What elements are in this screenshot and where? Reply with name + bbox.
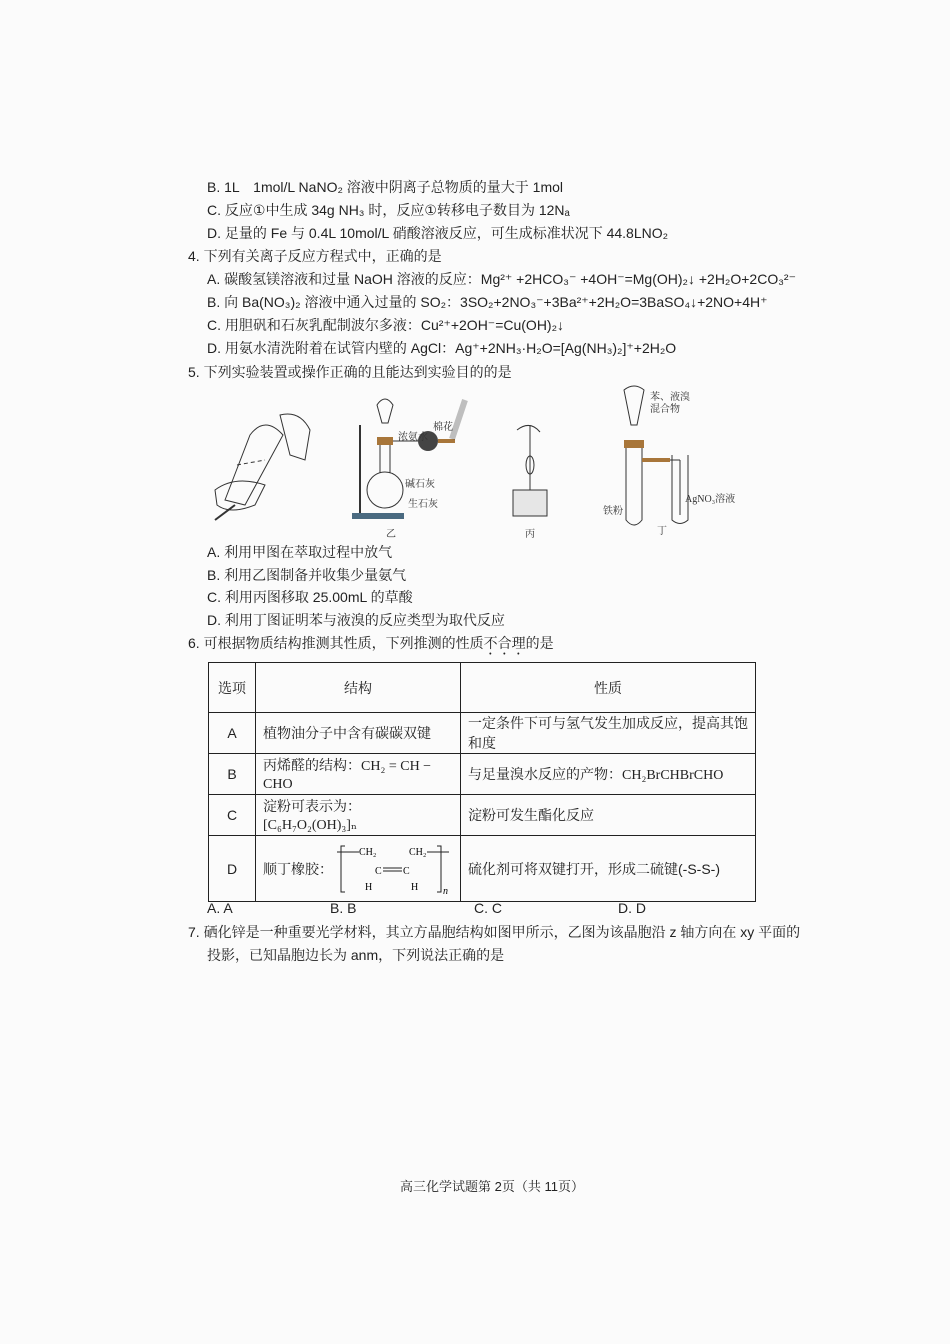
svg-text:H: H xyxy=(364,881,373,893)
label-mixture: 混合物 xyxy=(650,404,680,415)
table-header-row xyxy=(209,663,756,713)
row-option: C xyxy=(209,795,256,836)
table-row xyxy=(209,754,756,795)
figure-jia-separatory-funnel xyxy=(205,405,320,523)
header-property: 性质 xyxy=(461,663,756,713)
q6-answer-b: B. B xyxy=(330,900,357,916)
q3-option-c: C. 反应①中生成 34g NH₃ 时，反应①转移电子数目为 12Nₐ xyxy=(207,202,570,218)
q6-stem xyxy=(188,634,554,658)
svg-text:H: H xyxy=(410,881,419,893)
label-iron-powder: 铁粉 xyxy=(603,506,623,517)
q3-option-d: D. 足量的 Fe 与 0.4L 10mol/L 硝酸溶液反应，可生成标准状况下 44.8LNO₂ xyxy=(207,225,669,241)
structure-formula: CH₂ = CH − CHO xyxy=(263,759,432,792)
svg-text:CH₂: CH₂ xyxy=(358,846,377,858)
row-property: 一定条件下可与氢气发生加成反应，提高其饱和度 xyxy=(461,713,756,754)
property-text: 与足量溴水反应的产物： xyxy=(468,766,622,782)
row-option: A xyxy=(209,713,256,754)
q5-option-b: B. 利用乙图制备并收集少量氨气 xyxy=(207,567,407,583)
q5-option-a: A. 利用甲图在萃取过程中放气 xyxy=(207,544,393,560)
label-quicklime: 生石灰 xyxy=(408,499,438,510)
row-option: D xyxy=(209,836,256,902)
svg-text:CH₂: CH₂ xyxy=(408,846,427,858)
q5-option-d: D. 利用丁图证明苯与液溴的反应类型为取代反应 xyxy=(207,612,505,628)
figure-yi-caption: 乙 xyxy=(386,529,396,540)
structure-formula: [C₆H₇O₂(OH)₃]ₙ xyxy=(263,818,358,833)
row-property: 硫化剂可将双键打开，形成二硫键(-S-S-) xyxy=(461,836,756,902)
label-benzene-bromine: 苯、液溴 xyxy=(650,392,690,403)
label-soda-lime: 碱石灰 xyxy=(405,479,435,490)
label-cotton: 棉花 xyxy=(433,422,453,433)
header-structure: 结构 xyxy=(256,663,461,713)
row-property xyxy=(461,754,756,795)
q4-option-b: B. 向 Ba(NO₃)₂ 溶液中通入过量的 SO₂：3SO₂+2NO₃⁻+3Ba²⁺+2H₂O=3BaSO₄↓+2NO+4H⁺ xyxy=(207,294,768,310)
property-formula: CH₂BrCHBrCHO xyxy=(622,768,724,783)
svg-text:C: C xyxy=(374,865,382,877)
q4-option-a: A. 碳酸氢镁溶液和过量 NaOH 溶液的反应：Mg²⁺ +2HCO₃⁻ +4OH⁻=Mg(OH)₂↓ +2H₂O+2CO₃²⁻ xyxy=(207,271,796,287)
q6-stem-post: 的是 xyxy=(525,635,554,651)
q4-option-c: C. 用胆矾和石灰乳配制波尔多液：Cu²⁺+2OH⁻=Cu(OH)₂↓ xyxy=(207,317,565,333)
row-structure: 植物油分子中含有碳碳双键 xyxy=(256,713,461,754)
figure-bing-pipette xyxy=(505,420,555,520)
structure-text: 顺丁橡胶： xyxy=(263,860,333,877)
svg-text:C: C xyxy=(402,865,410,877)
label-conc-ammonia: 浓氨水 xyxy=(398,432,428,443)
row-structure xyxy=(256,795,461,836)
q6-answer-c: C. C xyxy=(474,900,502,916)
label-agno3-solution: AgNO₃溶液 xyxy=(685,494,736,505)
q6-table xyxy=(208,662,756,902)
q5-option-c: C. 利用丙图移取 25.00mL 的草酸 xyxy=(207,589,413,605)
q7-stem-line2: 投影，已知晶胞边长为 anm，下列说法正确的是 xyxy=(207,947,505,963)
page-footer: 高三化学试题第 2页（共 11页） xyxy=(400,1179,584,1194)
q5-stem: 5. 下列实验装置或操作正确的且能达到实验目的的是 xyxy=(188,364,512,380)
q6-answer-a: A. A xyxy=(207,900,233,916)
row-structure xyxy=(256,836,461,902)
q7-stem-line1: 7. 硒化锌是一种重要光学材料，其立方晶胞结构如图甲所示，乙图为该晶胞沿 z 轴方向在 xy 平面的 xyxy=(188,924,801,940)
svg-text:n: n xyxy=(442,885,448,897)
q3-option-b: B. 1L 1mol/L NaNO₂ 溶液中阴离子总物质的量大于 1mol xyxy=(207,179,564,195)
q4-option-d: D. 用氨水清洗附着在试管内壁的 AgCl：Ag⁺+2NH₃·H₂O=[Ag(NH₃)₂]⁺+2H₂O xyxy=(207,340,677,356)
table-row xyxy=(209,795,756,836)
structure-text: 丙烯醛的结构： xyxy=(263,757,361,773)
header-option: 选项 xyxy=(209,663,256,713)
q6-stem-pre: 6. 可根据物质结构推测其性质，下列推测的性质 xyxy=(188,635,484,651)
row-option: B xyxy=(209,754,256,795)
table-row xyxy=(209,713,756,754)
q6-stem-emphasis: 不合理 xyxy=(483,635,526,651)
cis-polybutadiene-structure xyxy=(337,840,452,898)
row-structure xyxy=(256,754,461,795)
table-row xyxy=(209,836,756,902)
figure-ding-caption: 丁 xyxy=(657,526,667,537)
row-property: 淀粉可发生酯化反应 xyxy=(461,795,756,836)
q6-answer-d: D. D xyxy=(618,900,646,916)
q4-stem: 4. 下列有关离子反应方程式中，正确的是 xyxy=(188,248,442,264)
structure-text: 淀粉可表示为： xyxy=(263,798,361,814)
figure-bing-caption: 丙 xyxy=(525,529,535,540)
